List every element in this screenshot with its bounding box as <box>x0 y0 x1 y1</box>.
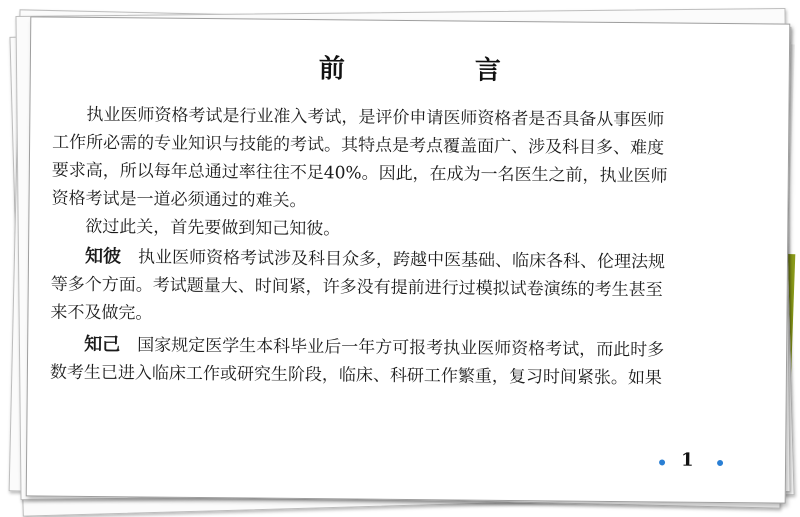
paragraph-line: 工作所必需的专业知识与技能的考试。其特点是考点覆盖面广、涉及科目多、难度 <box>52 132 665 159</box>
paragraph-line: 欲过此关，首先要做到知己知彼。 <box>51 216 341 240</box>
paragraph-line: 数考生已进入临床工作或研究生阶段，临床、科研工作繁重，复习时间紧张。如果 <box>49 362 662 389</box>
paragraph-line: 等多个方面。考试题量大、时间紧，许多没有提前进行过模拟试卷演练的考生甚至 <box>50 274 663 301</box>
document-page <box>26 16 791 503</box>
page-title: 前 言 <box>318 54 553 87</box>
section-zhiji-line <box>50 332 768 365</box>
paper-stack <box>6 4 794 512</box>
paragraph-line: 执业医师资格考试是行业准入考试，是评价申请医师资格者是否具备从事医师 <box>52 104 665 131</box>
paragraph-line: 要求高，所以每年总通过率往往不足40%。因此，在成为一名医生之前，执业医师 <box>51 160 668 187</box>
paragraph-line: 资格考试是一道必须通过的难关。 <box>51 188 307 212</box>
section-zhiji-text: 国家规定医学生本科毕业后一年方可报考执业医师资格考试，而此时多 <box>120 335 665 361</box>
section-heading-zhiji: 知己 <box>84 333 121 356</box>
section-zhibi-line <box>51 244 769 277</box>
paragraph-line: 来不及做完。 <box>50 302 153 324</box>
decorative-dot <box>717 460 723 466</box>
section-zhibi-text: 执业医师资格考试涉及科目众多，跨越中医基础、临床各科、伦理法规 <box>120 247 666 273</box>
page-number: 1 <box>680 449 694 471</box>
decorative-dot <box>659 459 665 465</box>
section-heading-zhibi: 知彼 <box>84 245 122 268</box>
